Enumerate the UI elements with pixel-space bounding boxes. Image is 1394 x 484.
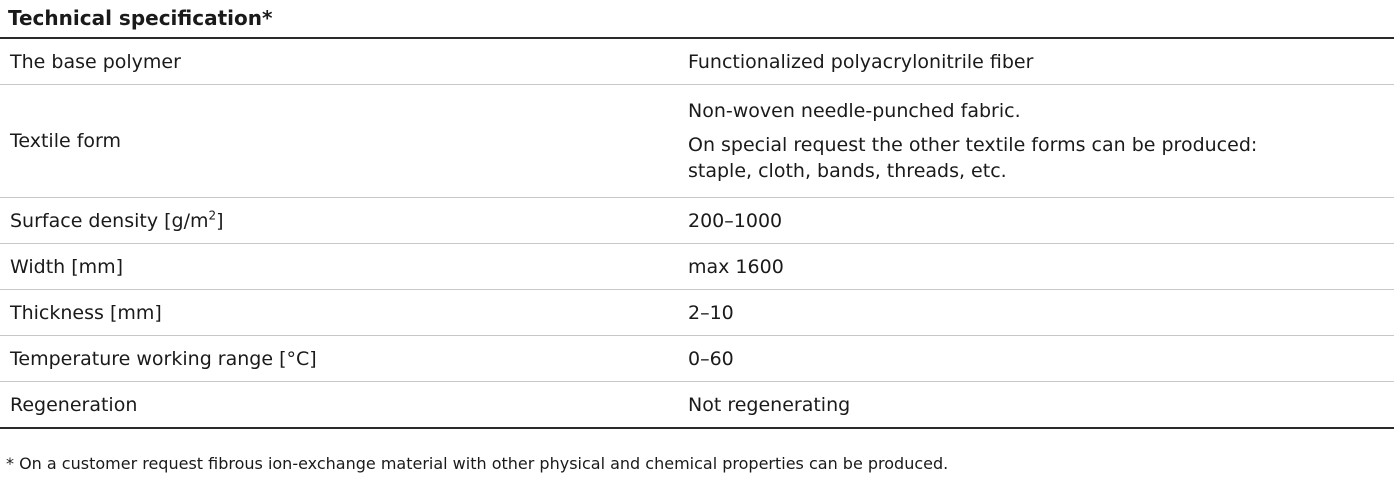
label-superscript: 2: [208, 208, 217, 223]
table-row-base-polymer: [0, 39, 1394, 85]
row-label: [0, 244, 678, 289]
row-value: [678, 39, 1394, 84]
value-paragraph: [688, 132, 1384, 184]
table-row-textile-form: [0, 85, 1394, 198]
row-value: [678, 244, 1394, 289]
row-value: [678, 382, 1394, 427]
label-text: Temperature working range [°C]: [10, 347, 317, 370]
label-prefix: Surface density [g/m: [10, 209, 209, 232]
footnote: * On a customer request fibrous ion-exchange material with other physical and chemical properties can be produced.: [6, 454, 949, 473]
value-text: staple, cloth, bands, threads, etc.: [688, 160, 1007, 182]
row-value: [678, 85, 1394, 197]
value-text: Not regenerating: [688, 393, 851, 416]
value-text: On special request the other textile forms can be produced:: [688, 134, 1258, 156]
label-text: Thickness [mm]: [10, 301, 162, 324]
value-text: 200–1000: [688, 209, 783, 232]
row-label: [0, 198, 678, 243]
value-text: Non-woven needle-punched fabric.: [688, 100, 1021, 122]
row-label: [0, 336, 678, 381]
table-row-regeneration: [0, 382, 1394, 427]
label-text: [10, 208, 678, 234]
value-text: 2–10: [688, 301, 734, 324]
label-text: The base polymer: [10, 50, 181, 73]
value-text: 0–60: [688, 347, 734, 370]
table-row-width: [0, 244, 1394, 290]
row-label: [0, 290, 678, 335]
row-label: [0, 85, 678, 197]
row-value: [678, 336, 1394, 381]
row-label: [0, 39, 678, 84]
label-suffix: ]: [216, 209, 224, 232]
specification-table: [0, 37, 1394, 429]
row-value: [678, 198, 1394, 243]
value-text: Functionalized polyacrylonitrile fiber: [688, 50, 1034, 73]
table-row-surface-density: [0, 198, 1394, 244]
row-label: [0, 382, 678, 427]
table-row-temperature-range: [0, 336, 1394, 382]
page-title: Technical specification*: [8, 6, 273, 30]
value-text: max 1600: [688, 255, 784, 278]
label-text: Width [mm]: [10, 255, 124, 278]
label-text: Regeneration: [10, 393, 138, 416]
label-text: Textile form: [10, 130, 122, 152]
table-row-thickness: [0, 290, 1394, 336]
row-value: [678, 290, 1394, 335]
